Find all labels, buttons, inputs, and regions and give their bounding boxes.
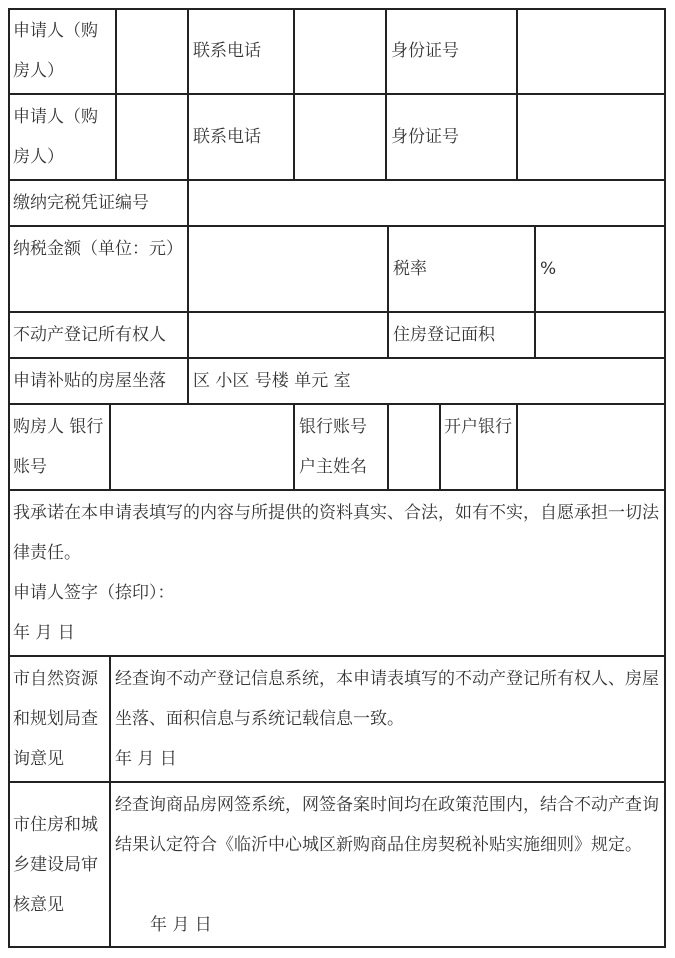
row-border <box>8 311 666 313</box>
column-border <box>534 225 536 359</box>
applicant-name-field[interactable] <box>118 96 186 178</box>
row-border <box>8 179 666 181</box>
column-border <box>293 403 295 491</box>
tax-rate-unit: % <box>540 259 557 279</box>
applicant-label: 申请人（购房人） <box>13 21 98 81</box>
column-border <box>516 403 518 491</box>
housing-bureau-opinion: 经查询商品房网签系统，网签备案时间均在政策范围内，结合不动产查询结果认定符合《临沂中心城区新购商品住房契税补贴实施细则》规定。 <box>115 795 659 855</box>
column-border <box>109 403 111 491</box>
housing-area-field[interactable] <box>537 314 663 356</box>
housing-area-label: 住房登记面积 <box>393 325 495 345</box>
row-border <box>8 489 666 491</box>
bank-name-field[interactable] <box>519 406 663 488</box>
housing-bureau-label: 市住房和城乡建设局审核意见 <box>13 815 98 915</box>
property-owner-field[interactable] <box>190 314 386 356</box>
column-border <box>187 357 189 405</box>
column-border <box>115 8 117 181</box>
row-border <box>8 225 666 227</box>
column-border <box>8 8 10 948</box>
column-border <box>293 8 295 181</box>
tax-amount-label: 纳税金额（单位：元） <box>13 239 183 259</box>
property-owner-label: 不动产登记所有权人 <box>13 325 166 345</box>
resources-bureau-label: 市自然资源和规划局查询意见 <box>13 669 98 769</box>
account-number-label: 银行账号 <box>299 417 367 437</box>
column-border <box>439 403 441 491</box>
column-border <box>387 225 389 359</box>
pledge-statement: 我承诺在本申请表填写的内容与所提供的资料真实、合法，如有不实，自愿承担一切法律责任。 <box>13 503 659 563</box>
applicant-label: 申请人（购房人） <box>13 107 98 167</box>
column-border <box>385 8 387 181</box>
resources-bureau-date: 年 月 日 <box>115 749 177 769</box>
column-border <box>516 8 518 181</box>
tax-amount-field[interactable] <box>190 228 386 310</box>
phone-label: 联系电话 <box>193 41 261 61</box>
signature-label: 申请人签字（捺印）： <box>13 583 175 603</box>
tax-certificate-label: 缴纳完税凭证编号 <box>13 193 149 213</box>
bank-account-label: 购房人 银行账号 <box>13 417 104 477</box>
bank-name-label: 开户银行 <box>444 417 512 437</box>
id-number-label: 身份证号 <box>391 41 459 61</box>
id-number-field[interactable] <box>519 11 663 92</box>
tax-certificate-field[interactable] <box>190 182 663 224</box>
phone-field[interactable] <box>296 11 384 92</box>
tax-rate-label: 税率 <box>393 259 427 279</box>
housing-bureau-date: 年 月 日 <box>150 915 212 935</box>
phone-field[interactable] <box>296 96 384 178</box>
resources-bureau-opinion: 经查询不动产登记信息系统，本申请表填写的不动产登记所有权人、房屋坐落、面积信息与系统记载信息一致。 <box>115 669 659 729</box>
column-border <box>109 655 111 948</box>
row-border <box>8 946 666 948</box>
column-border <box>187 225 189 359</box>
column-border <box>387 403 389 491</box>
account-number-field[interactable] <box>390 406 438 488</box>
row-border <box>8 403 666 405</box>
row-border <box>8 655 666 657</box>
row-border <box>8 781 666 783</box>
id-number-label: 身份证号 <box>391 127 459 147</box>
phone-label: 联系电话 <box>193 127 261 147</box>
address-label: 申请补贴的房屋坐落 <box>13 371 166 391</box>
row-border <box>8 93 666 95</box>
pledge-date: 年 月 日 <box>13 623 75 643</box>
row-border <box>8 8 666 10</box>
row-border <box>8 357 666 359</box>
bank-account-field[interactable] <box>112 406 292 488</box>
id-number-field[interactable] <box>519 96 663 178</box>
account-holder-label: 户主姓名 <box>299 457 367 477</box>
column-border <box>187 179 189 227</box>
column-border <box>664 8 666 948</box>
address-field[interactable]: 区 小区 号楼 单元 室 <box>193 371 351 391</box>
applicant-name-field[interactable] <box>118 11 186 92</box>
column-border <box>187 8 189 181</box>
